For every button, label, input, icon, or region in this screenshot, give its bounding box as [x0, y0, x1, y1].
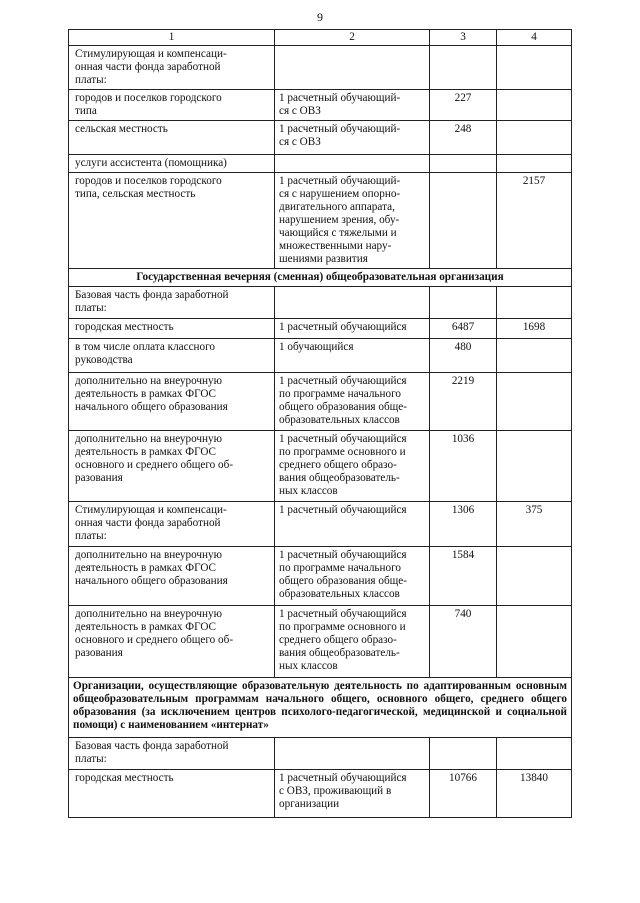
row-value-col4: 1698	[497, 319, 572, 339]
table-row	[69, 46, 572, 90]
table-row	[69, 173, 572, 269]
row-unit: 1 расчетный обучающийся по программе начального общего образования обще- образовательных классов	[275, 373, 430, 431]
row-value-col4: 2157	[497, 173, 572, 269]
row-unit: 1 расчетный обучающийся по программе основного и среднего общего образо- вания общеобразователь- ных классов	[275, 606, 430, 678]
table-row	[69, 121, 572, 155]
row-value-col4	[497, 373, 572, 431]
row-label: городов и поселков городского типа	[69, 90, 275, 121]
row-unit: 1 расчетный обучающийся	[275, 502, 430, 547]
section-heading: Организации, осуществляющие образовательную деятельность по адаптированным основным общеобразовательным программам начального общего, основного общего, среднего общего образования (за исключением центров психолого-педагогической, медицинской и социальной помощи) с наименованием «интернат»	[69, 678, 572, 738]
row-value-col3: 10766	[430, 770, 497, 818]
row-value-col3	[430, 738, 497, 770]
column-header-2: 2	[275, 30, 430, 46]
row-value-col4	[497, 46, 572, 90]
row-unit: 1 расчетный обучающийся с ОВЗ, проживающий в организации	[275, 770, 430, 818]
row-value-col4	[497, 121, 572, 155]
section-row	[69, 678, 572, 738]
column-header-1: 1	[69, 30, 275, 46]
row-value-col3: 1584	[430, 547, 497, 606]
row-value-col3: 248	[430, 121, 497, 155]
row-value-col4: 13840	[497, 770, 572, 818]
row-label: городская местность	[69, 319, 275, 339]
row-unit	[275, 155, 430, 173]
row-value-col3: 1306	[430, 502, 497, 547]
row-value-col4	[497, 738, 572, 770]
row-label: дополнительно на внеурочную деятельность в рамках ФГОС основного и среднего общего об- разования	[69, 606, 275, 678]
table-row	[69, 339, 572, 373]
table-row	[69, 502, 572, 547]
row-value-col4	[497, 431, 572, 502]
row-label: Базовая часть фонда заработной платы:	[69, 738, 275, 770]
row-unit	[275, 738, 430, 770]
row-value-col4	[497, 90, 572, 121]
column-header-4: 4	[497, 30, 572, 46]
row-value-col3: 480	[430, 339, 497, 373]
page-number: 9	[317, 10, 323, 24]
row-label: услуги ассистента (помощника)	[69, 155, 275, 173]
table-row	[69, 738, 572, 770]
row-label: городов и поселков городского типа, сельская местность	[69, 173, 275, 269]
row-value-col3	[430, 287, 497, 319]
table-row	[69, 319, 572, 339]
row-unit	[275, 46, 430, 90]
row-value-col3: 2219	[430, 373, 497, 431]
row-label: дополнительно на внеурочную деятельность в рамках ФГОС основного и среднего общего об- разования	[69, 431, 275, 502]
row-value-col3	[430, 173, 497, 269]
row-label: в том числе оплата классного руководства	[69, 339, 275, 373]
row-value-col4	[497, 339, 572, 373]
row-value-col3: 740	[430, 606, 497, 678]
row-unit: 1 расчетный обучающийся по программе начального общего образования обще- образовательных классов	[275, 547, 430, 606]
row-value-col3	[430, 46, 497, 90]
row-value-col3	[430, 155, 497, 173]
row-value-col4	[497, 287, 572, 319]
row-value-col3: 1036	[430, 431, 497, 502]
row-label: Стимулирующая и компенсаци- онная части фонда заработной платы:	[69, 46, 275, 90]
row-value-col4: 375	[497, 502, 572, 547]
row-label: сельская местность	[69, 121, 275, 155]
row-value-col4	[497, 606, 572, 678]
row-unit: 1 расчетный обучающийся	[275, 319, 430, 339]
row-value-col4	[497, 155, 572, 173]
column-header-3: 3	[430, 30, 497, 46]
table-row	[69, 770, 572, 818]
section-row	[69, 269, 572, 287]
table-row	[69, 431, 572, 502]
table-row	[69, 547, 572, 606]
table-row	[69, 606, 572, 678]
row-unit: 1 расчетный обучающийся по программе основного и среднего общего образо- вания общеобразователь- ных классов	[275, 431, 430, 502]
row-label: дополнительно на внеурочную деятельность в рамках ФГОС начального общего образования	[69, 373, 275, 431]
row-unit: 1 расчетный обучающий- ся с ОВЗ	[275, 90, 430, 121]
table-row	[69, 90, 572, 121]
row-unit: 1 расчетный обучающий- ся с ОВЗ	[275, 121, 430, 155]
row-label: городская местность	[69, 770, 275, 818]
table-header-row	[69, 30, 572, 46]
table-row	[69, 287, 572, 319]
row-unit	[275, 287, 430, 319]
row-label: Стимулирующая и компенсаци- онная части фонда заработной платы:	[69, 502, 275, 547]
row-label: Базовая часть фонда заработной платы:	[69, 287, 275, 319]
row-value-col3: 227	[430, 90, 497, 121]
table-row	[69, 373, 572, 431]
row-unit: 1 обучающийся	[275, 339, 430, 373]
section-heading: Государственная вечерняя (сменная) общеобразовательная организация	[69, 269, 572, 287]
row-value-col4	[497, 547, 572, 606]
norms-table	[68, 29, 572, 818]
row-value-col3: 6487	[430, 319, 497, 339]
row-label: дополнительно на внеурочную деятельность в рамках ФГОС начального общего образования	[69, 547, 275, 606]
row-unit: 1 расчетный обучающий- ся с нарушением опорно- двигательного аппарата, нарушением зрения, обу- чающийся с тяжелыми и множественными нару- шениями развития	[275, 173, 430, 269]
table-row	[69, 155, 572, 173]
